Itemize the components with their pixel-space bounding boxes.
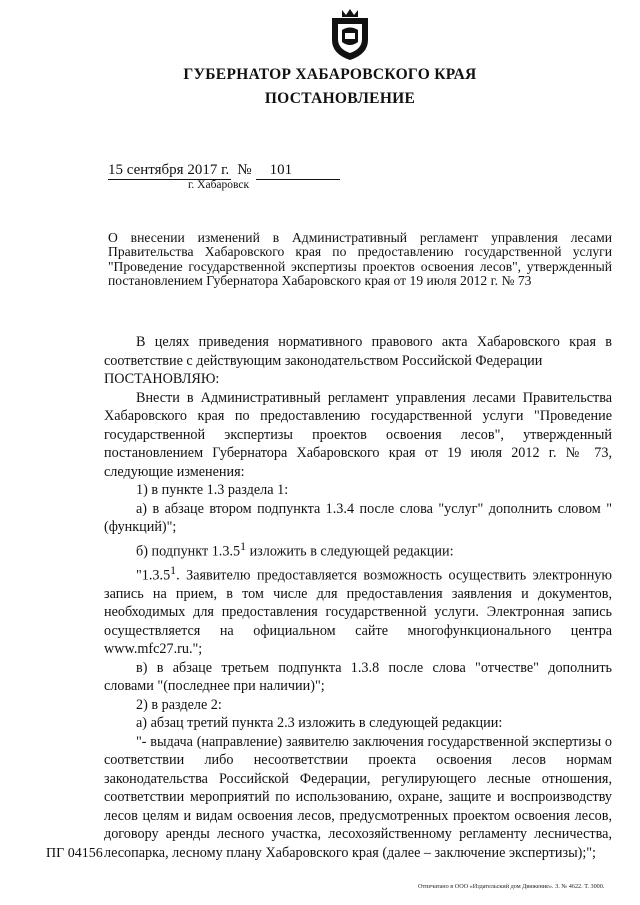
document-number: 101: [256, 162, 340, 180]
quote-text-b: . Заявителю предоставляется возможность осуществить электронную запись на прием, в том числе для предоставления заявления и документов, необходимых для предоставления государственной услуги. Электронная запись осуществляется на официальном сайте многофункционального центра www.mfc27.ru.";: [104, 567, 612, 658]
item-1-a: а) в абзаце втором подпункта 1.3.4 после слова "услуг" дополнить словом "(функций)";: [104, 500, 612, 535]
quote-sup: 1: [170, 562, 177, 577]
item-1-b-text-b: изложить в следующей редакции:: [246, 543, 454, 560]
printer-imprint: Отпечатано в ООО «Издательский дом Движение». З. № 4622. Т. 3000.: [418, 883, 605, 890]
quote-text-a: "1.3.5: [136, 567, 171, 584]
resolution-keyword: ПОСТАНОВЛЯЮ:: [104, 371, 220, 387]
item-2-a-quote: "- выдача (направление) заявителю заключения государственной экспертизы о соответствии либо несоответствии проекта освоения лесов нормам законодательства Российской Федерации, регулирующего лесные отношения, соответствии мероприятий по использованию, охране, защите и воспроизводству лесов целям и видам освоения лесов, предусмотренных проектом освоения лесов, договору аренды лесного участка, лесохозяйственному регламенту лесничества, лесопарка, лесному плану Хабаровского края (далее – заключение экспертизы);";: [104, 733, 612, 861]
form-code: ПГ 04156: [46, 846, 103, 861]
item-1-b-text-a: б) подпункт 1.3.5: [136, 543, 241, 560]
main-clause: Внести в Административный регламент управления лесами Правительства Хабаровского края по предоставлению государственной услуги "Проведение государственной экспертизы проектов освоения лесов", утвержденный постановлением Губернатора Хабаровского края от 19 июля 2012 г. № 73, следующие изменения:: [104, 389, 612, 480]
document-city: г. Хабаровск: [188, 179, 250, 191]
item-1-v: в) в абзаце третьем подпункта 1.3.8 после слова "отчестве" дополнить словами "(последнее при наличии)";: [104, 659, 612, 695]
subject-text: О внесении изменений в Административный регламент управления лесами Правительства Хабаровского края по предоставлению государственной услуги "Проведение государственной экспертизы проектов освоения лесов", утвержденный постановлением Губернатора Хабаровского края от 19 июля 2012 г. № 73: [108, 230, 612, 289]
document-type: ПОСТАНОВЛЕНИЕ: [264, 90, 416, 107]
item-1-b: [104, 537, 612, 561]
item-1: 1) в пункте 1.3 раздела 1:: [136, 482, 289, 498]
document-date: 15 сентября 2017 г.: [108, 162, 230, 178]
item-1-b-quote: [104, 561, 612, 659]
number-label: №: [237, 162, 252, 178]
issuer-title: ГУБЕРНАТОР ХАБАРОВСКОГО КРАЯ: [183, 66, 477, 83]
preamble: В целях приведения нормативного правового акта Хабаровского края в соответствие с действующим законодательством Российской Федерации: [104, 334, 612, 369]
item-2: 2) в разделе 2:: [136, 696, 222, 713]
document-subject: [108, 231, 612, 289]
date-number-line: [108, 162, 340, 180]
document-body: [104, 333, 612, 862]
coat-of-arms-icon: [328, 6, 372, 62]
item-2-a: а) абзац третий пункта 2.3 изложить в следующей редакции:: [136, 715, 503, 732]
item-1-b-sup: 1: [240, 538, 247, 553]
